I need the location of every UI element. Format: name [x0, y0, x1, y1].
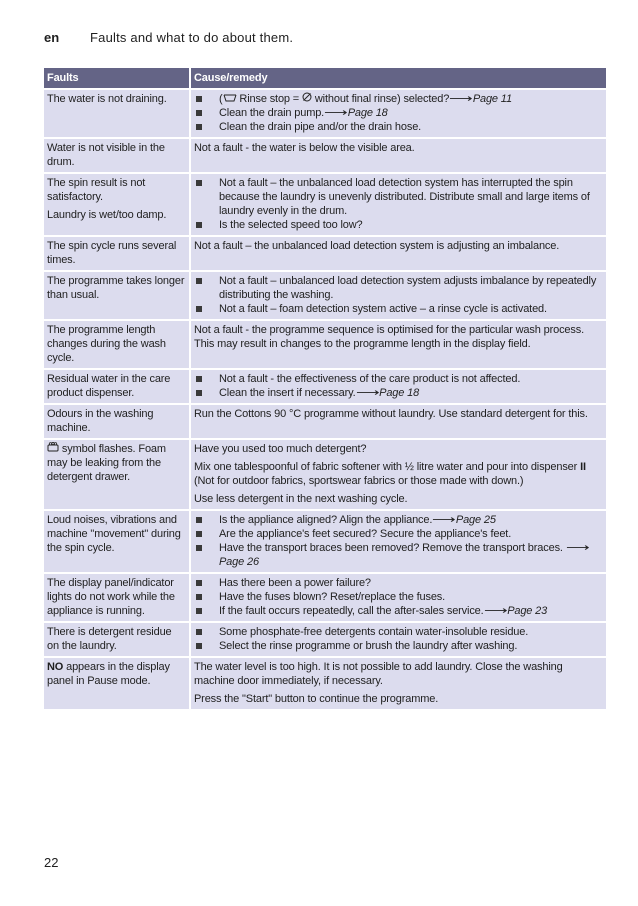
- list-item: Clean the drain pump.⟶Page 18: [194, 106, 603, 120]
- remedy-cell: [191, 272, 606, 319]
- fault-cell: Odours in the washing machine.: [44, 405, 191, 438]
- page-reference[interactable]: ⟶Page 11: [449, 93, 512, 105]
- list-item: Is the selected speed too low?: [194, 218, 603, 232]
- table-row: [44, 174, 606, 235]
- remedy-cell: [191, 370, 606, 403]
- language-code: en: [44, 30, 60, 45]
- fault-cell: The programme takes longer than usual.: [44, 272, 191, 319]
- table-row: [44, 370, 606, 403]
- remedy-list: [194, 92, 603, 134]
- list-item: Have the fuses blown? Reset/replace the fuses.: [194, 590, 603, 604]
- remedy-cell: Not a fault - the programme sequence is optimised for the particular wash process. This may result in changes to the programme length in the display field.: [194, 324, 585, 351]
- remedy-list: [194, 513, 603, 569]
- remedy-cell: Not a fault - the water is below the visible area.: [194, 142, 415, 155]
- table-row: [44, 272, 606, 319]
- page-reference[interactable]: ⟶Page 18: [355, 387, 420, 400]
- table-row: [44, 321, 606, 368]
- table-header-row: [44, 68, 606, 88]
- remedy-list: [194, 576, 603, 618]
- table-row: [44, 511, 606, 572]
- remedy-cell: [191, 511, 606, 572]
- table-row: [44, 440, 606, 509]
- no-rinse-icon: [302, 92, 312, 106]
- remedy-cell: Run the Cottons 90 °C programme without laundry. Use standard detergent for this.: [194, 408, 588, 421]
- list-item: If the fault occurs repeatedly, call the after-sales service.⟶Page 23: [194, 604, 603, 618]
- table-row: [44, 574, 606, 621]
- list-item: ( Rinse stop = without final rinse) selected?⟶Page 11: [194, 92, 603, 106]
- list-item: Not a fault – the unbalanced load detection system has interrupted the spin because the laundry is unevenly distributed. Distribute small and large items of laundry evenly in the drum.: [194, 176, 603, 218]
- list-item: Has there been a power failure?: [194, 576, 603, 590]
- table-row: [44, 405, 606, 438]
- chapter-title: Faults and what to do about them.: [90, 30, 294, 45]
- list-item: Clean the drain pipe and/or the drain hose.: [194, 120, 603, 134]
- list-item: Clean the insert if necessary.⟶Page 18: [194, 386, 603, 400]
- display-code: NO: [47, 661, 64, 674]
- table-row: [44, 237, 606, 270]
- fault-cell: There is detergent residue on the laundry.: [44, 623, 191, 656]
- page-reference[interactable]: ⟶Page 25: [432, 514, 496, 527]
- remedy-cell: [191, 90, 606, 137]
- table-row: [44, 623, 606, 656]
- list-item: Some phosphate-free detergents contain water-insoluble residue.: [194, 625, 603, 639]
- remedy-list: [194, 274, 603, 316]
- list-item: Have the transport braces been removed? Remove the transport braces. ⟶Page 26: [194, 541, 603, 569]
- fault-cell: The spin result is not satisfactory. Laundry is wet/too damp.: [44, 174, 191, 235]
- fault-cell: The water is not draining.: [44, 90, 191, 137]
- dispenser-label: II: [580, 461, 586, 474]
- list-item: Not a fault – unbalanced load detection system adjusts imbalance by repeatedly distributing the washing.: [194, 274, 603, 302]
- foam-symbol-icon: [47, 442, 59, 456]
- list-item: Not a fault – foam detection system active – a rinse cycle is activated.: [194, 302, 603, 316]
- faults-table: [44, 68, 606, 711]
- fault-cell: NO appears in the display panel in Pause mode.: [44, 658, 191, 709]
- page-reference[interactable]: ⟶Page 26: [219, 542, 590, 569]
- cause-column-header: Cause/remedy: [194, 72, 268, 84]
- remedy-cell: [191, 174, 606, 235]
- remedy-cell: Have you used too much detergent? Mix one tablespoonful of fabric softener with ½ litre water and pour into dispenser II (Not for outdoor fabrics, sportswear fabrics or those made with down.) Use less detergent in the next washing cycle.: [194, 443, 586, 506]
- fault-cell: symbol flashes. Foam may be leaking from the detergent drawer.: [44, 440, 191, 509]
- remedy-list: [194, 625, 603, 653]
- page-reference[interactable]: ⟶Page 23: [483, 605, 548, 618]
- list-item: Select the rinse programme or brush the laundry after washing.: [194, 639, 603, 653]
- remedy-list: [194, 176, 603, 232]
- list-item: Is the appliance aligned? Align the appliance.⟶Page 25: [194, 513, 603, 527]
- table-row: [44, 90, 606, 137]
- fault-cell: Residual water in the care product dispenser.: [44, 370, 191, 403]
- fault-cell: Loud noises, vibrations and machine "movement" during the spin cycle.: [44, 511, 191, 572]
- table-row: [44, 658, 606, 709]
- list-item: Not a fault - the effectiveness of the care product is not affected.: [194, 372, 603, 386]
- fault-cell: Water is not visible in the drum.: [44, 139, 191, 172]
- fault-cell: The spin cycle runs several times.: [44, 237, 191, 270]
- fault-cell: The programme length changes during the wash cycle.: [44, 321, 191, 368]
- page-number: 22: [44, 855, 59, 870]
- page-reference[interactable]: ⟶Page 18: [324, 107, 388, 120]
- remedy-cell: [191, 623, 606, 656]
- rinse-stop-icon: [223, 92, 237, 106]
- faults-column-header: Faults: [44, 68, 191, 88]
- remedy-cell: [191, 574, 606, 621]
- remedy-cell: The water level is too high. It is not possible to add laundry. Close the washing machine door immediately, if necessary. Press the "Start" button to continue the programme.: [194, 661, 563, 706]
- remedy-list: [194, 372, 603, 400]
- table-row: [44, 139, 606, 172]
- list-item: Are the appliance's feet secured? Secure the appliance's feet.: [194, 527, 603, 541]
- fault-cell: The display panel/indicator lights do not work while the appliance is running.: [44, 574, 191, 621]
- remedy-cell: Not a fault – the unbalanced load detection system is adjusting an imbalance.: [194, 240, 560, 253]
